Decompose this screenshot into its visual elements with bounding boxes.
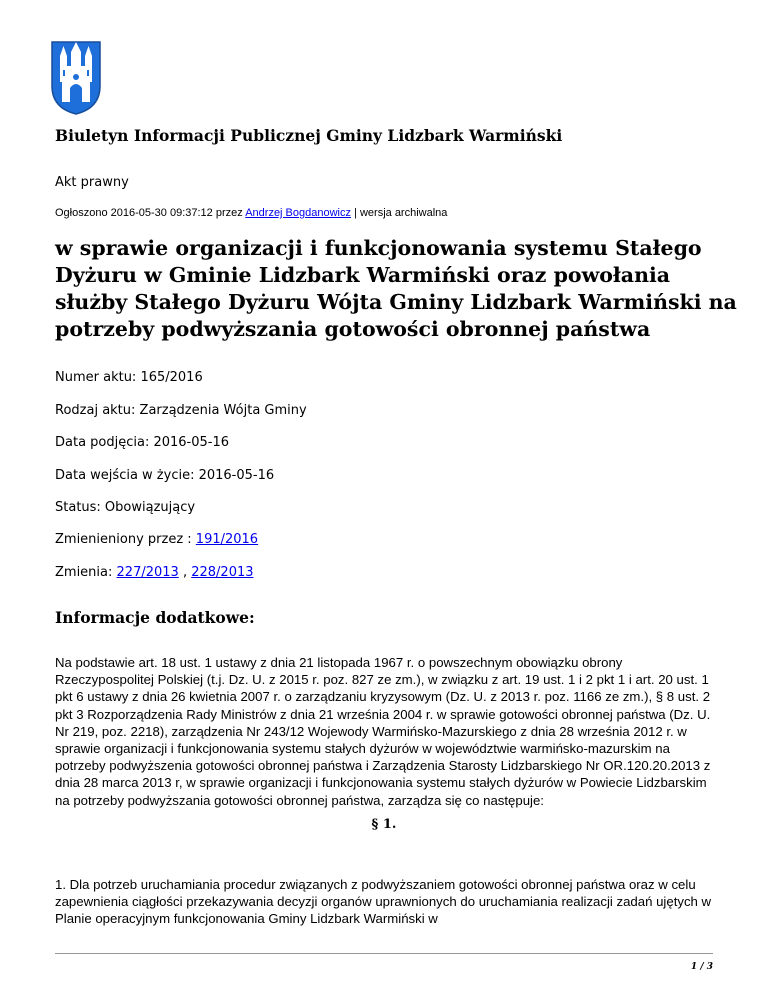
additional-info-heading: Informacje dodatkowe: <box>55 608 255 627</box>
meta-suffix: | wersja archiwalna <box>354 207 448 219</box>
amends <box>55 565 254 580</box>
adoption-date: Data podjęcia: 2016-05-16 <box>55 435 230 450</box>
act-number: Numer aktu: 165/2016 <box>55 370 203 385</box>
section-1-text: 1. Dla potrzeb uruchamiania procedur związanych z podwyższaniem gotowości obronnej państwa oraz w celu zapewnienia ciągłości przekazywania decyzji organów uprawnionych do uruchamiania realizacji zadań ujętych w Planie operacyjnym funkcjonowania Gminy Lidzbark Warmiński w <box>55 877 712 927</box>
changed-by-label: Zmienieniony przez : <box>55 532 192 547</box>
meta-prefix: Ogłoszono 2016-05-30 09:37:12 przez <box>55 207 243 219</box>
amends-label: Zmienia: <box>55 565 113 580</box>
document-type-label: Akt prawny <box>55 175 129 190</box>
document-title: w sprawie organizacji i funkcjonowania systemu Stałego Dyżuru w Gminie Lidzbark Warmiński oraz powołania służby Stałego Dyżuru Wójta Gminy Lidzbark Warmiński na potrzeby podwyższania gotowości obronnej państwa <box>55 236 737 341</box>
effective-date: Data wejścia w życie: 2016-05-16 <box>55 468 275 483</box>
municipal-crest-icon <box>50 40 102 116</box>
publication-meta <box>55 207 447 219</box>
footer-divider <box>55 953 713 954</box>
amends-separator: , <box>182 565 188 580</box>
author-link[interactable]: Andrzej Bogdanowicz <box>245 207 351 219</box>
site-title: Biuletyn Informacji Publicznej Gminy Lidzbark Warmiński <box>55 126 563 145</box>
changed-by-link[interactable]: 191/2016 <box>195 532 259 547</box>
amends-link-1[interactable]: 227/2013 <box>116 565 179 580</box>
act-status: Status: Obowiązujący <box>55 500 196 515</box>
section-1-heading: § 1. <box>371 817 397 832</box>
amends-link-2[interactable]: 228/2013 <box>191 565 254 580</box>
page-number: 1 / 3 <box>690 962 713 972</box>
preamble-text: Na podstawie art. 18 ust. 1 ustawy z dnia 21 listopada 1967 r. o powszechnym obowiązku obrony Rzeczypospolitej Polskiej (t.j. Dz. U. z 2015 r. poz. 827 ze zm.), w związku z art. 19 ust. 1 i 2 pkt 1 i art. 20 ust. 1 pkt 6 ustawy z dnia 26 kwietnia 2007 r. o zarządzaniu kryzysowym (Dz. U. z 2013 r. poz. 1166 ze zm.), § 8 ust. 2 pkt 3 Rozporządzenia Rady Ministrów z dnia 21 września 2004 r. w sprawie gotowości obronnej państwa (Dz. U. Nr 219, poz. 2218), zarządzenia Nr 243/12 Wojewody Warmińsko-Mazurskiego z dnia 28 września 2012 r. w sprawie organizacji i funkcjonowania systemu stałych dyżurów w województwie warmińsko-mazurskim na potrzeby podwyższenia gotowości obronnej państwa i Zarządzenia Starosty Lidzbarskiego Nr OR.120.20.2013 z dnia 28 marca 2013 r, w sprawie organizacji i funkcjonowania systemu stałych dyżurów w Powiecie Lidzbarskim na potrzeby podwyższania gotowości obronnej państwa, zarządza się co następuje: <box>55 655 711 808</box>
act-kind: Rodzaj aktu: Zarządzenia Wójta Gminy <box>55 403 307 418</box>
changed-by <box>55 532 258 547</box>
